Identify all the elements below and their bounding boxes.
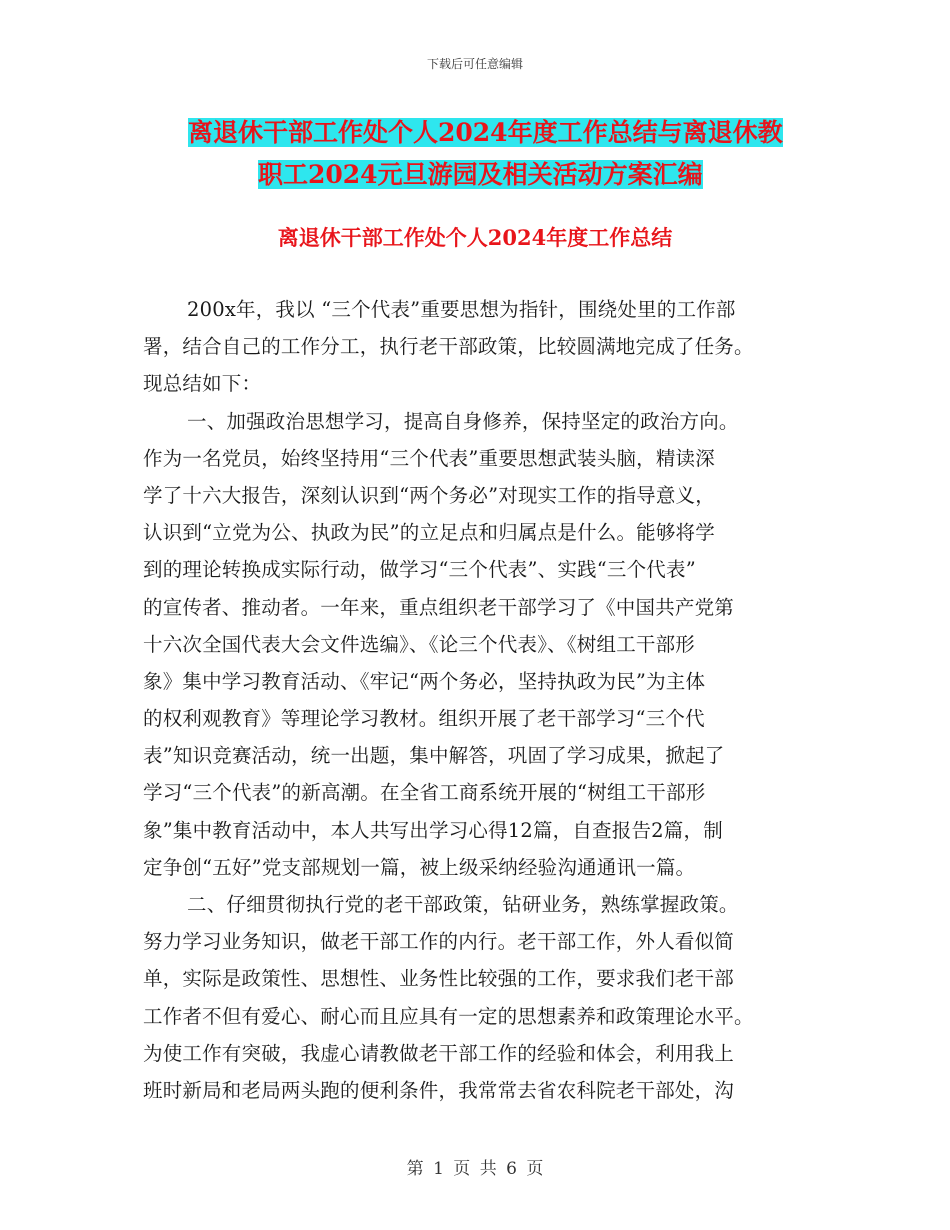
paragraph-line: 二、仔细贯彻执行党的老干部政策，钻研业务，熟练掌握政策。 — [187, 893, 739, 916]
paragraph-line: 象》集中学习教育活动、《牢记“两个务必，坚持执政为民”为主体 — [143, 669, 706, 693]
paragraph-line: 工作者不但有爱心、耐心而且应具有一定的思想素养和政策理论水平。 — [143, 1004, 754, 1028]
page-number-footer: 第 1 页 共 6 页 — [406, 1159, 544, 1179]
paragraph-line: 努力学习业务知识，做老干部工作的内行。老干部工作，外人看似简 — [143, 930, 735, 954]
paragraph-line: 学习“三个代表”的新高潮。在全省工商系统开展的“树组工干部形 — [143, 781, 706, 805]
paragraph-line: 表”知识竞赛活动，统一出题，集中解答，巩固了学习成果，掀起了 — [143, 744, 725, 768]
paragraph-line: 到的理论转换成实际行动，做学习“三个代表”、实践“三个代表” — [143, 558, 696, 582]
paragraph-line: 现总结如下： — [143, 372, 262, 396]
paragraph-line: 象”集中教育活动中，本人共写出学习心得12篇，自查报告2篇，制 — [143, 818, 723, 842]
document-title — [0, 112, 950, 196]
section-title: 离退休干部工作处个人2024年度工作总结 — [277, 225, 673, 250]
document-title-line-1: 离退休干部工作处个人2024年度工作总结与离退休教 — [188, 118, 783, 147]
paragraph-line: 200x年，我以 “三个代表”重要思想为指针，围绕处里的工作部 — [187, 298, 736, 321]
page-header-note: 下载后可任意编辑 — [426, 57, 523, 71]
paragraph-line: 一、加强政治思想学习，提高自身修养，保持坚定的政治方向。 — [187, 409, 739, 433]
paragraph-line: 班时新局和老局两头跑的便利条件，我常常去省农科院老干部处，沟 — [143, 1078, 735, 1102]
body-text — [143, 291, 823, 1109]
paragraph-line: 为使工作有突破，我虚心请教做老干部工作的经验和体会，利用我上 — [143, 1041, 735, 1065]
paragraph-line: 学了十六大报告，深刻认识到“两个务必”对现实工作的指导意义， — [143, 483, 715, 507]
paragraph-line: 定争创“五好”党支部规划一篇，被上级采纳经验沟通通讯一篇。 — [143, 855, 696, 879]
paragraph-line: 认识到“立党为公、执政为民”的立足点和归属点是什么。能够将学 — [143, 521, 715, 545]
document-title-line-2: 职工2024元旦游园及相关活动方案汇编 — [258, 160, 703, 189]
paragraph-line: 的宣传者、推动者。一年来，重点组织老干部学习了《中国共产党第 — [143, 595, 735, 619]
paragraph-line: 十六次全国代表大会文件选编》、《论三个代表》、《树组工干部形 — [143, 632, 696, 656]
paragraph-line: 单，实际是政策性、思想性、业务性比较强的工作，要求我们老干部 — [143, 967, 735, 991]
paragraph-line: 的权利观教育》等理论学习教材。组织开展了老干部学习“三个代 — [143, 707, 705, 731]
paragraph-line: 作为一名党员，始终坚持用“三个代表”重要思想武装头脑，精读深 — [143, 446, 715, 470]
paragraph-line: 署，结合自己的工作分工，执行老干部政策，比较圆满地完成了任务。 — [143, 335, 754, 359]
